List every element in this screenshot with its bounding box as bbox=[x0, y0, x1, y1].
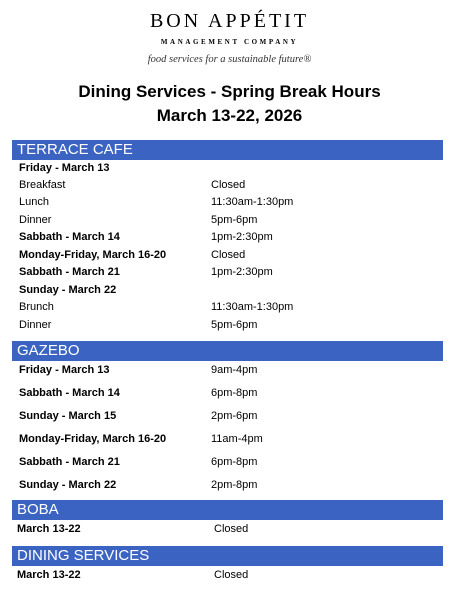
logo-name: BON APPÉTIT bbox=[149, 10, 310, 32]
row-label: Sabbath - March 14 bbox=[19, 231, 120, 243]
row-value: Closed bbox=[211, 179, 246, 191]
row-value: 9am-4pm bbox=[211, 364, 258, 376]
row-value: Closed bbox=[211, 249, 246, 261]
row-value: Closed bbox=[214, 523, 249, 535]
row-value: 2pm-8pm bbox=[211, 479, 258, 491]
row-value: Closed bbox=[214, 569, 249, 581]
row-label: March 13-22 bbox=[17, 569, 81, 581]
row-value: 5pm-6pm bbox=[211, 214, 258, 226]
row-label: Sabbath - March 21 bbox=[19, 266, 120, 278]
row-label: Breakfast bbox=[19, 179, 66, 191]
row-value: 11:30am-1:30pm bbox=[211, 301, 294, 313]
section-header-gazebo: GAZEBO bbox=[12, 341, 443, 361]
row-value: 6pm-8pm bbox=[211, 387, 258, 399]
row-label: Sabbath - March 21 bbox=[19, 456, 120, 468]
row-value: 1pm-2:30pm bbox=[211, 266, 273, 278]
row-label: Sunday - March 22 bbox=[19, 284, 117, 296]
row-value: 11am-4pm bbox=[211, 433, 263, 445]
row-label: Friday - March 13 bbox=[19, 364, 110, 376]
row-label: Sunday - March 15 bbox=[19, 410, 117, 422]
row-label: Brunch bbox=[19, 301, 54, 313]
row-label: Dinner bbox=[19, 214, 52, 226]
page-title: Dining Services - Spring Break Hours bbox=[78, 82, 381, 101]
section-header-dining-services: DINING SERVICES bbox=[12, 546, 443, 566]
row-value: 5pm-6pm bbox=[211, 319, 258, 331]
row-value: 6pm-8pm bbox=[211, 456, 258, 468]
row-label: Monday-Friday, March 16-20 bbox=[19, 249, 167, 261]
page-subtitle: March 13-22, 2026 bbox=[156, 106, 303, 125]
row-value: 1pm-2:30pm bbox=[211, 231, 273, 243]
row-value: 2pm-6pm bbox=[211, 410, 258, 422]
logo-subtitle: MANAGEMENT COMPANY bbox=[160, 38, 299, 46]
row-label: Dinner bbox=[19, 319, 52, 331]
logo-tagline: food services for a sustainable future® bbox=[147, 54, 312, 65]
section-header-terrace-cafe: TERRACE CAFE bbox=[12, 140, 443, 160]
row-label: March 13-22 bbox=[17, 523, 81, 535]
section-header-boba: BOBA bbox=[12, 500, 443, 520]
row-label: Friday - March 13 bbox=[19, 162, 110, 174]
row-label: Lunch bbox=[19, 196, 49, 208]
row-label: Sabbath - March 14 bbox=[19, 387, 120, 399]
row-label: Monday-Friday, March 16-20 bbox=[19, 433, 167, 445]
row-label: Sunday - March 22 bbox=[19, 479, 117, 491]
row-value: 11:30am-1:30pm bbox=[211, 196, 294, 208]
